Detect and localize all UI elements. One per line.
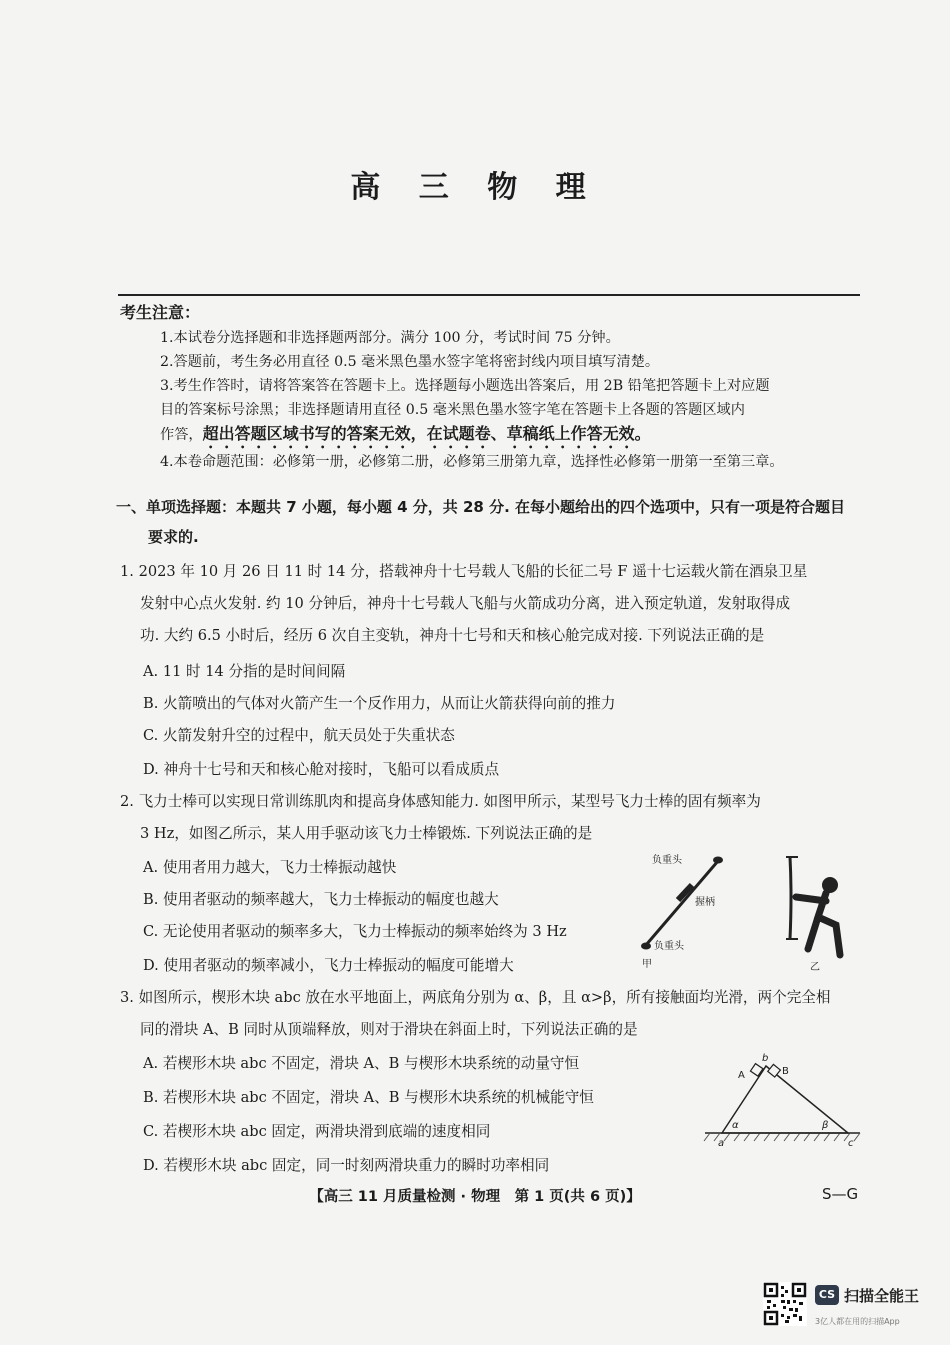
q2-option-b: B. 使用者驱动的频率越大，飞力士棒振动的幅度也越大 [143, 891, 499, 908]
q3-option-c: C. 若楔形木块 abc 固定，两滑块滑到底端的速度相同 [143, 1123, 491, 1140]
label-yi: 乙 [810, 962, 820, 973]
notice-item-3: 3.考生作答时，请将答案答在答题卡上。选择题每小题选出答案后，用 2B 铅笔把答题卡上对应题 [160, 378, 770, 394]
notice-item-3-prefix: 作答， [160, 427, 203, 443]
q1-option-d: D. 神舟十七号和天和核心舱对接时，飞船可以看成质点 [143, 761, 500, 778]
q3-figure [700, 1048, 865, 1148]
q1-line2: 发射中心点火发射. 约 10 分钟后，神舟十七号载人飞船与火箭成功分离，进入预定轨道，发射取得成 [140, 595, 791, 612]
page-title: 高 三 物 理 [350, 170, 600, 205]
scanner-tagline: 3亿人都在用的扫描App [815, 1317, 900, 1326]
label-bottom-weight: 负重头 [654, 941, 684, 952]
page-code: S—G [822, 1185, 859, 1203]
scanner-logo: CS [815, 1285, 839, 1305]
ground-hatching [704, 1133, 860, 1141]
q3-option-a: A. 若楔形木块 abc 不固定，滑块 A、B 与楔形木块系统的动量守恒 [143, 1055, 580, 1072]
label-jia: 甲 [642, 959, 652, 970]
section-heading: 一、单项选择题：本题共 7 小题，每小题 4 分，共 28 分. 在每小题给出的四个选项中，只有一项是符合题目 [116, 498, 846, 516]
notice-item-3-end [160, 422, 860, 452]
q1-option-a: A. 11 时 14 分指的是时间间隔 [143, 663, 346, 680]
flexi-bar-b [790, 857, 791, 939]
notice-emphasis: 超出答题区域书写的答案无效，在试题卷、草稿纸上作答无效。 [202, 424, 651, 443]
q1-option-b: B. 火箭喷出的气体对火箭产生一个反作用力，从而让火箭获得向前的推力 [143, 695, 616, 712]
q1-option-c: C. 火箭发射升空的过程中，航天员处于失重状态 [143, 727, 455, 744]
notice-item-4: 4.本卷命题范围：必修第一册，必修第二册，必修第三册第九章，选择性必修第一册第一至第三章。 [160, 454, 784, 470]
q3-option-d: D. 若楔形木块 abc 固定，同一时刻两滑块重力的瞬时功率相同 [143, 1157, 550, 1174]
qr-code [763, 1282, 807, 1326]
page-footer: 【高三 11 月质量检测 · 物理 第 1 页(共 6 页)】 [309, 1189, 641, 1205]
label-block-b: B [782, 1066, 789, 1077]
top-weight [713, 857, 723, 864]
label-block-a: A [738, 1070, 745, 1081]
q1-line3: 功. 大约 6.5 小时后，经历 6 次自主变轨，神舟十七号和天和核心舱完成对接. 下列说法正确的是 [140, 627, 765, 644]
q2-figure [640, 845, 865, 975]
person-body [796, 893, 840, 955]
section-heading-cont: 要求的. [148, 528, 199, 546]
block-b [768, 1064, 781, 1077]
scanner-brand: 扫描全能王 [844, 1287, 920, 1305]
q2-line1: 2. 飞力士棒可以实现日常训练肌肉和提高身体感知能力. 如图甲所示，某型号飞力士棒的固有频率为 [120, 793, 761, 810]
notice-item-2: 2.答题前，考生务必用直径 0.5 毫米黑色墨水签字笔将密封线内项目填写清楚。 [160, 354, 660, 370]
notice-heading: 考生注意： [120, 303, 201, 322]
q2-option-a: A. 使用者用力越大，飞力士棒振动越快 [143, 859, 397, 876]
q3-option-b: B. 若楔形木块 abc 不固定，滑块 A、B 与楔形木块系统的机械能守恒 [143, 1089, 594, 1106]
notice-item-3-cont: 目的答案标号涂黑；非选择题请用直径 0.5 毫米黑色墨水签字笔在答题卡上各题的答题区域内 [160, 402, 745, 418]
q1-line1: 1. 2023 年 10 月 26 日 11 时 14 分，搭载神舟十七号载人飞船的长征二号 F 遥十七运载火箭在酒泉卫星 [120, 563, 808, 580]
label-a-vertex: a [718, 1138, 725, 1148]
label-alpha: α [732, 1120, 739, 1131]
divider [118, 294, 860, 296]
label-b-vertex: b [762, 1053, 769, 1064]
bottom-weight [641, 943, 651, 950]
q3-line2: 同的滑块 A、B 同时从顶端释放，则对于滑块在斜面上时，下列说法正确的是 [140, 1021, 638, 1038]
label-c-vertex: c [848, 1138, 854, 1148]
notice-item-1: 1.本试卷分选择题和非选择题两部分。满分 100 分，考试时间 75 分钟。 [160, 330, 620, 346]
q2-option-c: C. 无论使用者驱动的频率多大，飞力士棒振动的频率始终为 3 Hz [143, 923, 567, 940]
q2-line2: 3 Hz，如图乙所示，某人用手驱动该飞力士棒锻炼. 下列说法正确的是 [140, 825, 593, 842]
q3-line1: 3. 如图所示，楔形木块 abc 放在水平地面上，两底角分别为 α、β，且 α>β，所有接触面均光滑，两个完全相 [120, 989, 831, 1006]
label-beta: β [822, 1120, 829, 1131]
label-handle: 握柄 [695, 897, 715, 908]
label-top-weight: 负重头 [652, 855, 682, 866]
q2-option-d: D. 使用者驱动的频率减小，飞力士棒振动的幅度可能增大 [143, 957, 514, 974]
